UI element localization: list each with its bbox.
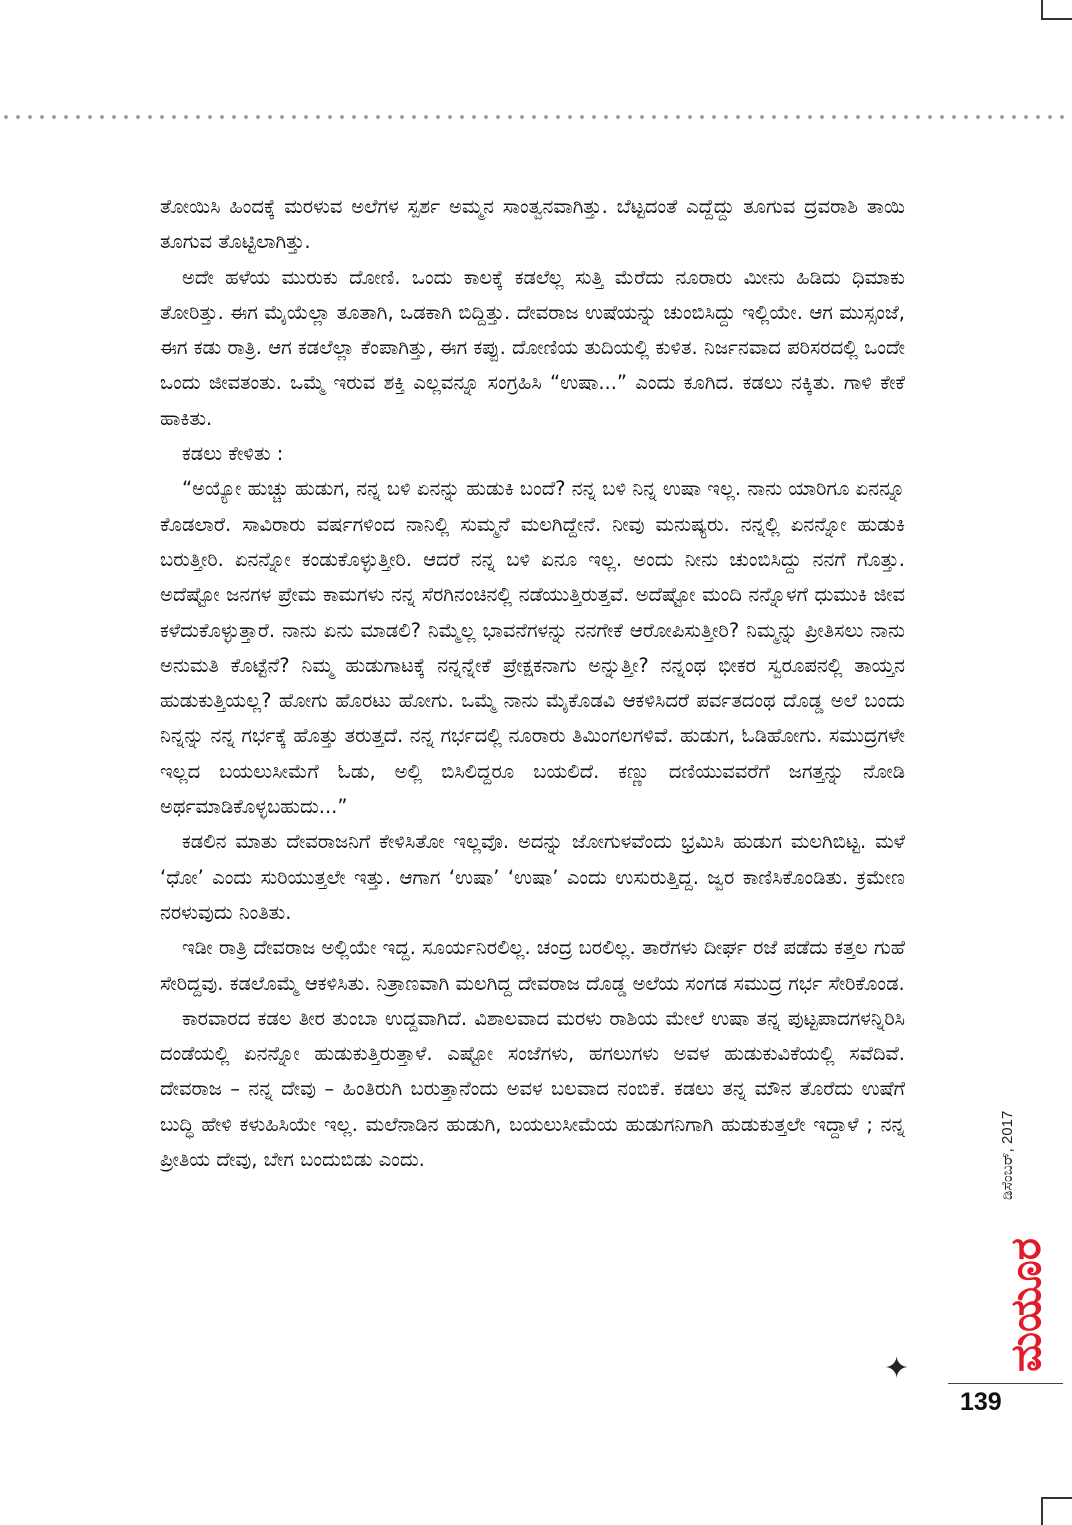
magazine-logo: ಮಯೂರ bbox=[1001, 1238, 1050, 1372]
crop-mark-bottom-horizontal bbox=[1041, 1497, 1072, 1499]
paragraph: ಕಾರವಾರದ ಕಡಲ ತೀರ ತುಂಬಾ ಉದ್ದವಾಗಿದೆ. ವಿಶಾಲವಾದ ಮರಳು ರಾಶಿಯ ಮೇಲೆ ಉಷಾ ತನ್ನ ಪುಟ್ಟಪಾದಗಳನ್ನಿರಿಸಿ ದಂಡೆಯಲ್ಲಿ ಏನನ್ನೋ ಹುಡುಕುತ್ತಿರುತ್ತಾಳೆ. ಎಷ್ಟೋ ಸಂಜೆಗಳು, ಹಗಲುಗಳು ಅವಳ ಹುಡುಕುವಿಕೆಯಲ್ಲಿ ಸವೆದಿವೆ. ದೇವರಾಜ – ನನ್ನ ದೇವು – ಹಿಂತಿರುಗಿ ಬರುತ್ತಾನೆಂದು ಅವಳ ಬಲವಾದ ನಂಬಿಕೆ. ಕಡಲು ತನ್ನ ಮೌನ ತೊರೆದು ಉಷೆಗೆ ಬುದ್ಧಿ ಹೇಳಿ ಕಳುಹಿಸಿಯೇ ಇಲ್ಲ. ಮಲೆನಾಡಿನ ಹುಡುಗಿ, ಬಯಲುಸೀಮೆಯ ಹುಡುಗನಿಗಾಗಿ ಹುಡುಕುತ್ತಲೇ ಇದ್ದಾಳೆ ; ನನ್ನ ಪ್ರೀತಿಯ ದೇವು, ಬೇಗ ಬಂದುಬಿಡು ಎಂದು. bbox=[160, 1006, 905, 1172]
crop-mark-top-horizontal bbox=[1041, 18, 1072, 20]
issue-date: ಡಿಸೆಂಬರ್, 2017 bbox=[999, 1110, 1016, 1200]
paragraph: ಅದೇ ಹಳೆಯ ಮುರುಕು ದೋಣಿ. ಒಂದು ಕಾಲಕ್ಕೆ ಕಡಲೆಲ್ಲ ಸುತ್ತಿ ಮೆರೆದು ನೂರಾರು ಮೀನು ಹಿಡಿದು ಧಿಮಾಕು ತೋರಿತ್ತು. ಈಗ ಮೈಯೆಲ್ಲಾ ತೂತಾಗಿ, ಒಡಕಾಗಿ ಬಿದ್ದಿತ್ತು. ದೇವರಾಜ ಉಷೆಯನ್ನು ಚುಂಬಿಸಿದ್ದು ಇಲ್ಲಿಯೇ. ಆಗ ಮುಸ್ಸಂಜೆ, ಈಗ ಕಡು ರಾತ್ರಿ. ಆಗ ಕಡಲೆಲ್ಲಾ ಕೆಂಪಾಗಿತ್ತು, ಈಗ ಕಪ್ಪು. ದೋಣಿಯ ತುದಿಯಲ್ಲಿ ಕುಳಿತ. ನಿರ್ಜನವಾದ ಪರಿಸರದಲ್ಲಿ ಒಂದೇ ಒಂದು ಜೀವತಂತು. ಒಮ್ಮೆ ಇರುವ ಶಕ್ತಿ ಎಲ್ಲವನ್ನೂ ಸಂಗ್ರಹಿಸಿ “ಉಷಾ...” ಎಂದು ಕೂಗಿದ. ಕಡಲು ನಕ್ಕಿತು. ಗಾಳಿ ಕೇಕೆ ಹಾಕಿತು. bbox=[160, 265, 905, 430]
article-body bbox=[160, 189, 905, 1177]
page-number: 139 bbox=[960, 1388, 1002, 1416]
crop-mark-bottom-vertical bbox=[1041, 1497, 1043, 1525]
paragraph: ಇಡೀ ರಾತ್ರಿ ದೇವರಾಜ ಅಲ್ಲಿಯೇ ಇದ್ದ. ಸೂರ್ಯನಿರಲಿಲ್ಲ. ಚಂದ್ರ ಬರಲಿಲ್ಲ. ತಾರೆಗಳು ದೀರ್ಘ ರಜೆ ಪಡೆದು ಕತ್ತಲ ಗುಹೆ ಸೇರಿದ್ದವು. ಕಡಲೊಮ್ಮೆ ಆಕಳಿಸಿತು. ನಿತ್ರಾಣವಾಗಿ ಮಲಗಿದ್ದ ದೇವರಾಜ ದೊಡ್ಡ ಅಲೆಯ ಸಂಗಡ ಸಮುದ್ರ ಗರ್ಭ ಸೇರಿಕೊಂಡ. bbox=[160, 936, 905, 995]
paragraph: ತೋಯಿಸಿ ಹಿಂದಕ್ಕೆ ಮರಳುವ ಅಲೆಗಳ ಸ್ಪರ್ಶ ಅಮ್ಮನ ಸಾಂತ್ವನವಾಗಿತ್ತು. ಬೆಟ್ಟದಂತೆ ಎದ್ದೆದ್ದು ತೂಗುವ ದ್ರವರಾಶಿ ತಾಯಿ ತೂಗುವ ತೊಟ್ಟಿಲಾಗಿತ್ತು. bbox=[160, 195, 905, 254]
paragraph: ಕಡಲಿನ ಮಾತು ದೇವರಾಜನಿಗೆ ಕೇಳಿಸಿತೋ ಇಲ್ಲವೊ. ಅದನ್ನು ಜೋಗುಳವೆಂದು ಭ್ರಮಿಸಿ ಹುಡುಗ ಮಲಗಿಬಿಟ್ಟ. ಮಳೆ ‘ಧೋ’ ಎಂದು ಸುರಿಯುತ್ತಲೇ ಇತ್ತು. ಆಗಾಗ ‘ಉಷಾ’ ‘ಉಷಾ’ ಎಂದು ಉಸುರುತ್ತಿದ್ದ. ಜ್ವರ ಕಾಣಿಸಿಕೊಂಡಿತು. ಕ್ರಮೇಣ ನರಳುವುದು ನಿಂತಿತು. bbox=[160, 830, 905, 924]
dotted-separator bbox=[0, 114, 1072, 120]
paragraph: ಕಡಲು ಕೇಳಿತು : bbox=[182, 442, 284, 466]
end-mark-icon: ✦ bbox=[884, 1351, 910, 1386]
page-number-rule bbox=[948, 1383, 1063, 1384]
paragraph: “ಅಯ್ಯೋ ಹುಚ್ಚು ಹುಡುಗ, ನನ್ನ ಬಳಿ ಏನನ್ನು ಹುಡುಕಿ ಬಂದೆ? ನನ್ನ ಬಳಿ ನಿನ್ನ ಉಷಾ ಇಲ್ಲ. ನಾನು ಯಾರಿಗೂ ಏನನ್ನೂ ಕೊಡಲಾರೆ. ಸಾವಿರಾರು ವರ್ಷಗಳಿಂದ ನಾನಿಲ್ಲಿ ಸುಮ್ಮನೆ ಮಲಗಿದ್ದೇನೆ. ನೀವು ಮನುಷ್ಯರು. ನನ್ನಲ್ಲಿ ಏನನ್ನೋ ಹುಡುಕಿ ಬರುತ್ತೀರಿ. ಏನನ್ನೋ ಕಂಡುಕೊಳ್ಳುತ್ತೀರಿ. ಆದರೆ ನನ್ನ ಬಳಿ ಏನೂ ಇಲ್ಲ. ಅಂದು ನೀನು ಚುಂಬಿಸಿದ್ದು ನನಗೆ ಗೊತ್ತು. ಅದೆಷ್ಟೋ ಜನಗಳ ಪ್ರೇಮ ಕಾಮಗಳು ನನ್ನ ಸೆರಗಿನಂಚಿನಲ್ಲಿ ನಡೆಯುತ್ತಿರುತ್ತವೆ. ಅದೆಷ್ಟೋ ಮಂದಿ ನನ್ನೊಳಗೆ ಧುಮುಕಿ ಜೀವ ಕಳೆದುಕೊಳ್ಳುತ್ತಾರೆ. ನಾನು ಏನು ಮಾಡಲಿ? ನಿಮ್ಮೆಲ್ಲ ಭಾವನೆಗಳನ್ನು ನನಗೇಕೆ ಆರೋಪಿಸುತ್ತೀರಿ? ನಿಮ್ಮನ್ನು ಪ್ರೀತಿಸಲು ನಾನು ಅನುಮತಿ ಕೊಟ್ಟೆನೆ? ನಿಮ್ಮ ಹುಡುಗಾಟಕ್ಕೆ ನನ್ನನ್ನೇಕೆ ಪ್ರೇಕ್ಷಕನಾಗು ಅನ್ನುತ್ತೀ? ನನ್ನಂಥ ಭೀಕರ ಸ್ವರೂಪನಲ್ಲಿ ತಾಯ್ತನ ಹುಡುಕುತ್ತಿಯಲ್ಲ? ಹೋಗು ಹೊರಟು ಹೋಗು. ಒಮ್ಮೆ ನಾನು ಮೈಕೊಡವಿ ಆಕಳಿಸಿದರೆ ಪರ್ವತದಂಥ ದೊಡ್ಡ ಅಲೆ ಬಂದು ನಿನ್ನನ್ನು ನನ್ನ ಗರ್ಭಕ್ಕೆ ಹೊತ್ತು ತರುತ್ತದೆ. ನನ್ನ ಗರ್ಭದಲ್ಲಿ ನೂರಾರು ತಿಮಿಂಗಲಗಳಿವೆ. ಹುಡುಗ, ಓಡಿಹೋಗು. ಸಮುದ್ರಗಳೇ ಇಲ್ಲದ ಬಯಲುಸೀಮೆಗೆ ಓಡು, ಅಲ್ಲಿ ಬಿಸಿಲಿದ್ದರೂ ಬಯಲಿದೆ. ಕಣ್ಣು ದಣಿಯುವವರೆಗೆ ಜಗತ್ತನ್ನು ನೋಡಿ ಅರ್ಥಮಾಡಿಕೊಳ್ಳಬಹುದು...” bbox=[160, 477, 905, 819]
crop-mark-top-vertical bbox=[1041, 0, 1043, 20]
